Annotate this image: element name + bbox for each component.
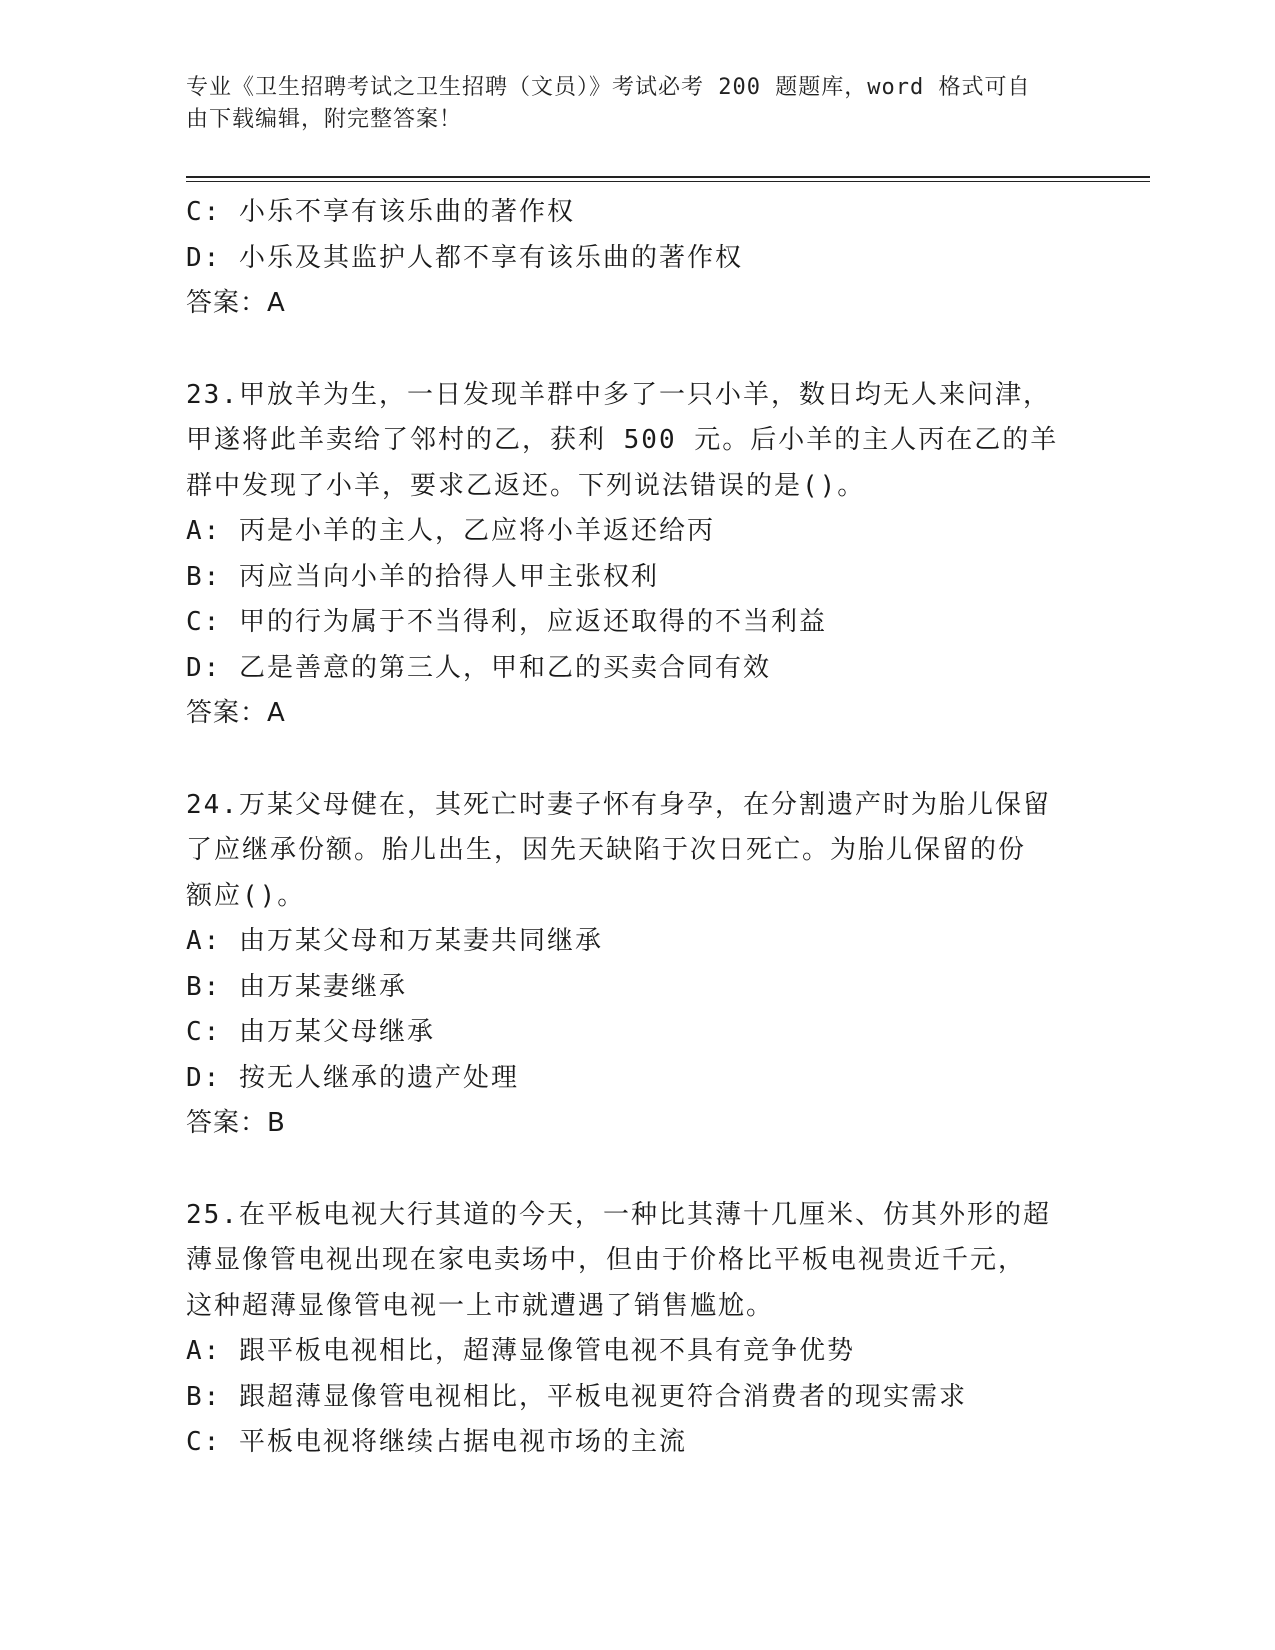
question-stem-line: 甲遂将此羊卖给了邻村的乙，获利 500 元。后小羊的主人丙在乙的羊 [186, 425, 1059, 455]
question-stem-line: 额应()。 [186, 880, 306, 911]
question-25 [186, 1193, 1086, 1466]
header-line-1: 专业《卫生招聘考试之卫生招聘（文员）》考试必考 200 题题库，word 格式可自 [186, 75, 1031, 100]
option-c: C: 小乐不享有该乐曲的著作权 [186, 197, 575, 227]
answer-line: 答案：B [186, 1108, 286, 1138]
header-rule-thin [186, 181, 1150, 182]
option-b: B: 跟超薄显像管电视相比，平板电视更符合消费者的现实需求 [186, 1381, 967, 1412]
question-stem-line: 25.在平板电视大行其道的今天，一种比其薄十几厘米、仿其外形的超 [186, 1199, 1051, 1230]
answer-line: 答案：A [186, 698, 286, 728]
option-c: C: 平板电视将继续占据电视市场的主流 [186, 1427, 687, 1457]
option-b: B: 由万某妻继承 [186, 971, 407, 1002]
question-stem-line: 23.甲放羊为生，一日发现羊群中多了一只小羊，数日均无人来问津， [186, 379, 1051, 410]
option-d: D: 小乐及其监护人都不享有该乐曲的著作权 [186, 242, 743, 273]
question-stem-line: 群中发现了小羊，要求乙返还。下列说法错误的是()。 [186, 470, 866, 501]
header-rule-thick [186, 176, 1150, 178]
question-stem-line: 这种超薄显像管电视一上市就遭遇了销售尴尬。 [186, 1290, 775, 1321]
spacer [186, 737, 1086, 783]
question-stem-line: 薄显像管电视出现在家电卖场中，但由于价格比平板电视贵近千元， [186, 1245, 1027, 1275]
question-24 [186, 783, 1086, 1147]
option-a: A: 跟平板电视相比，超薄显像管电视不具有竞争优势 [186, 1336, 855, 1366]
question-22-continuation [186, 190, 1086, 327]
document-body [186, 190, 1086, 1466]
option-b: B: 丙应当向小羊的拾得人甲主张权利 [186, 561, 659, 592]
option-a: A: 丙是小羊的主人，乙应将小羊返还给丙 [186, 516, 715, 546]
header-line-2: 由下载编辑，附完整答案！ [186, 107, 463, 132]
question-stem-line: 24.万某父母健在，其死亡时妻子怀有身孕，在分割遗产时为胎儿保留 [186, 789, 1051, 820]
question-stem-line: 了应继承份额。胎儿出生，因先天缺陷于次日死亡。为胎儿保留的份 [186, 835, 1027, 865]
spacer [186, 327, 1086, 373]
option-c: C: 甲的行为属于不当得利，应返还取得的不当利益 [186, 607, 827, 637]
document-header [186, 72, 1076, 136]
option-c: C: 由万某父母继承 [186, 1017, 435, 1047]
question-23 [186, 373, 1086, 737]
option-d: D: 乙是善意的第三人，甲和乙的买卖合同有效 [186, 652, 771, 683]
answer-line: 答案：A [186, 288, 286, 318]
option-a: A: 由万某父母和万某妻共同继承 [186, 926, 603, 956]
spacer [186, 1147, 1086, 1193]
option-d: D: 按无人继承的遗产处理 [186, 1062, 519, 1093]
